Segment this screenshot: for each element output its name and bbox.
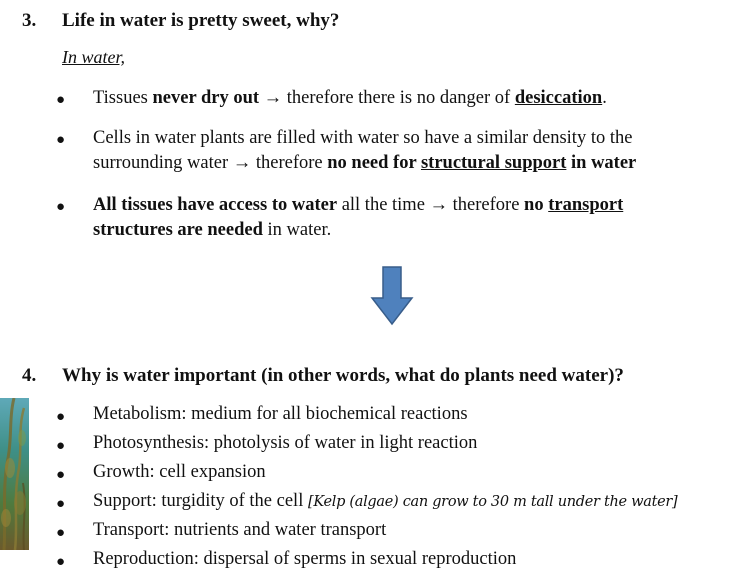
q3-subheading: In water, xyxy=(62,47,125,67)
q3-number: 3. xyxy=(22,10,37,31)
bullet-dot: ● xyxy=(56,496,66,512)
q3-title: Life in water is pretty sweet, why? xyxy=(62,10,340,31)
down-arrow-icon xyxy=(370,266,414,326)
bullet-dot: ● xyxy=(56,525,66,541)
bullet-dot: ● xyxy=(56,438,66,454)
q3-bullet-3-line-2: structures are needed in water. xyxy=(93,220,332,240)
q4-title: Why is water important (in other words, what do plants need water)? xyxy=(62,365,624,386)
kelp-photo xyxy=(0,398,29,550)
bullet-dot: ● xyxy=(56,92,66,108)
bullet-dot: ● xyxy=(56,132,66,148)
bullet-dot: ● xyxy=(56,199,66,215)
q4-item-transport: Transport: nutrients and water transport xyxy=(93,520,387,540)
q3-bullet-2-line-1: Cells in water plants are filled with water so have a similar density to the xyxy=(93,128,633,148)
q4-item-growth: Growth: cell expansion xyxy=(93,462,266,482)
q4-item-support: Support: turgidity of the cell [Kelp (algae) can grow to 30 m tall under the water] xyxy=(93,491,678,511)
kelp-note: [Kelp (algae) can grow to 30 m tall under the water] xyxy=(307,494,678,510)
bullet-dot: ● xyxy=(56,409,66,425)
q4-item-photosynthesis: Photosynthesis: photolysis of water in light reaction xyxy=(93,433,478,453)
q3-bullet-3-line-1: All tissues have access to water all the time → therefore no transport xyxy=(93,195,624,215)
bullet-dot: ● xyxy=(56,467,66,483)
bullet-dot: ● xyxy=(56,554,66,570)
q3-bullet-1: Tissues never dry out → therefore there is no danger of desiccation. xyxy=(93,88,607,108)
q4-number: 4. xyxy=(22,365,37,386)
q4-item-reproduction: Reproduction: dispersal of sperms in sexual reproduction xyxy=(93,549,517,569)
q4-item-metabolism: Metabolism: medium for all biochemical reactions xyxy=(93,404,468,424)
q3-bullet-2-line-2: surrounding water → therefore no need for structural support in water xyxy=(93,153,637,173)
